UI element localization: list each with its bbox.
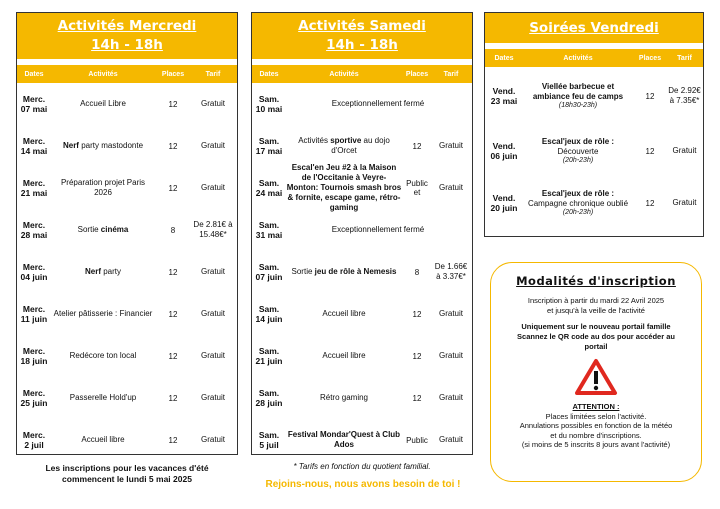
table-row bbox=[17, 167, 237, 209]
col-activites: Activités bbox=[88, 70, 118, 78]
row-tarif: Gratuit bbox=[672, 198, 697, 207]
row-activity: Atelier pâtisserie : Financier bbox=[53, 309, 153, 318]
row-date: Sam. 10 mai bbox=[255, 93, 283, 114]
col-tarif: Tarif bbox=[677, 54, 692, 62]
row-date: Sam. 28 juin bbox=[255, 387, 283, 408]
table-row bbox=[252, 293, 472, 335]
row-activity: Viellée barbecue et ambiance feu de camps (18h30-23h) bbox=[532, 81, 624, 109]
row-places: 12 bbox=[168, 141, 178, 151]
warning-icon bbox=[491, 358, 701, 396]
row-tarif: Gratuit bbox=[200, 267, 225, 276]
row-places: Public bbox=[406, 435, 428, 445]
row-activity: Escal'en Jeu #2 à la Maison de l'Occitanie à Veyre-Monton: Tournois smash bros & fornite, escape game, rétro-gaming bbox=[286, 163, 402, 212]
row-places: 12 bbox=[412, 351, 422, 361]
row-date: Sam. 14 juin bbox=[255, 303, 283, 324]
row-places: 12 bbox=[645, 198, 655, 208]
vendredi-title: Soirées Vendredi bbox=[485, 13, 703, 43]
row-places: 12 bbox=[168, 99, 178, 109]
row-date: Merc. 25 juin bbox=[20, 387, 48, 408]
row-date: Sam. 21 juin bbox=[255, 345, 283, 366]
row-date: Sam. 5 juil bbox=[258, 429, 280, 450]
mercredi-rows bbox=[17, 83, 237, 461]
table-row bbox=[252, 377, 472, 419]
row-activity: Nerf party bbox=[84, 267, 122, 276]
table-row bbox=[252, 125, 472, 167]
table-row bbox=[17, 419, 237, 461]
row-date: Merc. 18 juin bbox=[20, 345, 48, 366]
samedi-title: Activités Samedi 14h - 18h bbox=[252, 13, 472, 59]
attention-line2: Annulations possibles en fonction de la météo bbox=[519, 421, 673, 430]
row-activity: Escal'jeux de rôle : Découverte (20h-23h) bbox=[541, 136, 615, 164]
col-activites: Activités bbox=[329, 70, 359, 78]
row-tarif: Gratuit bbox=[672, 146, 697, 155]
tarif-footnote: * Tarifs en fonction du quotient familial. bbox=[293, 462, 431, 471]
row-date: Sam. 31 mai bbox=[255, 219, 283, 240]
row-date: Vend. 20 juin bbox=[490, 192, 518, 213]
col-dates: Dates bbox=[259, 70, 279, 78]
table-row bbox=[17, 293, 237, 335]
attention-line1: Places limitées selon l'activité. bbox=[545, 411, 647, 421]
table-row bbox=[485, 125, 703, 177]
row-places: 12 bbox=[412, 309, 422, 319]
row-activity: Redécore ton local bbox=[69, 351, 137, 360]
table-row bbox=[485, 177, 703, 229]
row-tarif: Gratuit bbox=[200, 393, 225, 402]
modalites-title: Modalités d'inscription bbox=[516, 274, 676, 288]
table-row bbox=[17, 83, 237, 125]
row-activity: Préparation projet Paris 2026 bbox=[60, 178, 146, 197]
modalites-line1: Inscription à partir du mardi 22 Avril 2025 bbox=[527, 296, 665, 305]
row-places: 12 bbox=[412, 141, 422, 151]
row-tarif: Gratuit bbox=[200, 141, 225, 150]
modalites-qr: Scannez le QR code au dos pour accéder au portail bbox=[517, 332, 675, 351]
col-dates: Dates bbox=[24, 70, 44, 78]
row-places: 12 bbox=[168, 267, 178, 277]
table-row bbox=[17, 125, 237, 167]
mercredi-panel bbox=[16, 12, 238, 455]
row-date: Merc. 04 juin bbox=[20, 261, 48, 282]
table-row bbox=[252, 335, 472, 377]
row-activity: Accueil Libre bbox=[80, 99, 126, 108]
row-activity: Sortie cinéma bbox=[77, 225, 129, 234]
row-activity: Rétro gaming bbox=[319, 393, 369, 402]
row-tarif: Gratuit bbox=[438, 351, 463, 360]
vendredi-rows bbox=[485, 67, 703, 229]
row-places: 12 bbox=[168, 183, 178, 193]
row-date: Sam. 17 mai bbox=[255, 135, 283, 156]
row-activity: Exceptionnellement fermé bbox=[331, 225, 425, 234]
row-tarif: De 2.92€ à 7.35€* bbox=[668, 86, 701, 105]
table-row bbox=[17, 335, 237, 377]
table-row bbox=[252, 209, 472, 251]
modalites-portail: Uniquement sur le nouveau portail famille bbox=[521, 322, 671, 331]
table-row bbox=[17, 209, 237, 251]
mercredi-column-headers bbox=[17, 65, 237, 83]
row-tarif: Gratuit bbox=[200, 309, 225, 318]
row-date: Vend. 06 juin bbox=[490, 140, 518, 161]
row-date: Merc. 07 mai bbox=[20, 93, 48, 114]
col-activites: Activités bbox=[563, 54, 593, 62]
row-date: Merc. 14 mai bbox=[20, 135, 48, 156]
samedi-panel bbox=[251, 12, 473, 455]
row-date: Sam. 07 juin bbox=[255, 261, 283, 282]
col-dates: Dates bbox=[494, 54, 514, 62]
row-tarif: Gratuit bbox=[438, 393, 463, 402]
row-tarif: Gratuit bbox=[200, 183, 225, 192]
modalites-line2: et jusqu'à la veille de l'activité bbox=[547, 306, 645, 315]
row-places: 12 bbox=[645, 146, 655, 156]
row-tarif: Gratuit bbox=[438, 309, 463, 318]
row-date: Merc. 2 juil bbox=[22, 429, 46, 450]
table-row bbox=[485, 67, 703, 125]
row-places: 12 bbox=[168, 309, 178, 319]
row-tarif: De 1.66€ à 3.37€* bbox=[434, 262, 468, 281]
table-row bbox=[252, 163, 472, 212]
col-tarif: Tarif bbox=[205, 70, 221, 78]
row-tarif: De 2.81€ à 15.48€* bbox=[193, 220, 233, 239]
samedi-rows bbox=[252, 83, 472, 461]
samedi-column-headers bbox=[252, 65, 472, 83]
table-row bbox=[252, 83, 472, 125]
row-places: Public et bbox=[406, 179, 428, 197]
table-row bbox=[17, 251, 237, 293]
row-tarif: Gratuit bbox=[438, 141, 463, 150]
mercredi-footer: Les inscriptions pour les vacances d'été commencent le lundi 5 mai 2025 bbox=[45, 463, 209, 484]
col-tarif: Tarif bbox=[443, 70, 459, 78]
row-activity: Nerf party mastodonte bbox=[62, 141, 144, 150]
row-tarif: Gratuit bbox=[200, 351, 225, 360]
modalites-box bbox=[490, 262, 702, 482]
row-places: 12 bbox=[412, 393, 422, 403]
row-activity: Festival Mondar'Quest à Club Ados bbox=[287, 430, 401, 449]
row-activity: Sortie jeu de rôle à Nemesis bbox=[291, 267, 397, 276]
row-activity: Accueil libre bbox=[322, 309, 366, 318]
row-tarif: Gratuit bbox=[200, 99, 225, 108]
row-activity: Passerelle Hold'up bbox=[69, 393, 137, 402]
row-places: 12 bbox=[168, 393, 178, 403]
table-row bbox=[252, 419, 472, 461]
row-activity: Exceptionnellement fermé bbox=[331, 99, 425, 108]
row-tarif: Gratuit bbox=[200, 435, 225, 444]
row-tarif: Gratuit bbox=[438, 183, 463, 192]
vendredi-column-headers bbox=[485, 49, 703, 67]
table-row bbox=[252, 251, 472, 293]
row-date: Merc. 28 mai bbox=[20, 219, 48, 240]
row-activity: Escal'jeux de rôle : Campagne chronique oublié (20h-23h) bbox=[527, 188, 629, 216]
attention-line3: et du nombre d'inscriptions. bbox=[550, 430, 642, 440]
attention-label: ATTENTION : bbox=[572, 402, 620, 411]
row-activity: Accueil libre bbox=[81, 435, 125, 444]
row-places: 12 bbox=[168, 435, 178, 445]
col-places: Places bbox=[638, 54, 662, 62]
row-tarif: Gratuit bbox=[438, 435, 463, 444]
vendredi-panel bbox=[484, 12, 704, 237]
row-date: Merc. 11 juin bbox=[20, 303, 48, 324]
row-places: 12 bbox=[168, 351, 178, 361]
row-places: 8 bbox=[414, 267, 420, 277]
col-places: Places bbox=[405, 70, 429, 78]
table-row bbox=[17, 377, 237, 419]
row-places: 8 bbox=[170, 225, 176, 235]
row-date: Sam. 24 mai bbox=[255, 177, 283, 198]
rejoins-slogan: Rejoins-nous, nous avons besoin de toi ! bbox=[265, 479, 461, 490]
row-activity: Activités sportive au dojo d'Orcet bbox=[298, 136, 390, 155]
row-places: 12 bbox=[645, 91, 655, 101]
row-date: Merc. 21 mai bbox=[20, 177, 48, 198]
attention-line4: (si moins de 5 inscrits 8 jours avant l'activité) bbox=[521, 440, 671, 449]
row-date: Vend. 23 mai bbox=[490, 85, 518, 106]
col-places: Places bbox=[161, 70, 185, 78]
mercredi-title: Activités Mercredi 14h - 18h bbox=[17, 13, 237, 59]
row-activity: Accueil libre bbox=[322, 351, 366, 360]
